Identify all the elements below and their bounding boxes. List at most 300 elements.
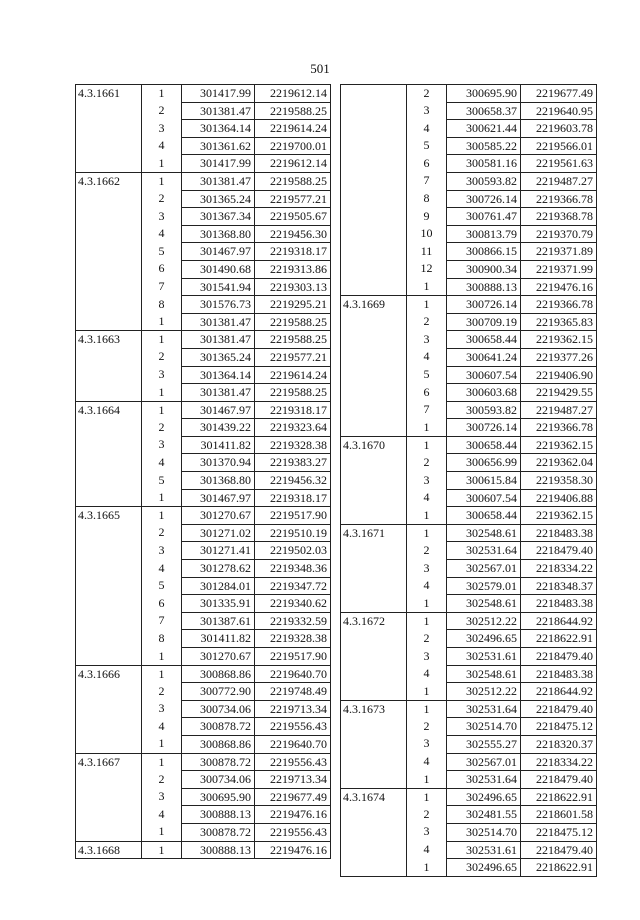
- parcel-id-cell: [341, 172, 407, 190]
- table-row: [341, 841, 597, 859]
- parcel-id-cell: [341, 348, 407, 366]
- point-number-cell: 3: [158, 120, 165, 135]
- x-coordinate-cell: 300607.54: [447, 489, 521, 507]
- coordinate-table-right-body: [341, 85, 597, 877]
- table-row: [76, 454, 331, 472]
- x-coordinate-cell: 302531.64: [447, 700, 521, 718]
- x-coordinate-cell: 301368.80: [182, 225, 255, 243]
- point-number-cell: 2: [158, 349, 165, 364]
- x-coordinate-cell: 300868.86: [182, 665, 255, 683]
- x-coordinate-cell: 301467.97: [182, 401, 255, 419]
- x-coordinate-cell: 300772.90: [182, 683, 255, 701]
- parcel-id-cell: 4.3.1672: [341, 612, 407, 630]
- x-coordinate-cell: 300868.86: [182, 735, 255, 753]
- point-number-cell: 1: [423, 279, 430, 294]
- point-number-cell: 1: [407, 859, 447, 877]
- x-coordinate-cell: 301361.62: [182, 137, 255, 155]
- table-row: [341, 296, 597, 314]
- parcel-id-cell: 4.3.1663: [76, 331, 142, 349]
- parcel-id-cell: [76, 348, 142, 366]
- parcel-id-cell: [76, 190, 142, 208]
- x-coordinate-cell: 300607.54: [447, 366, 521, 384]
- table-row: [341, 155, 597, 173]
- parcel-id-cell: [341, 137, 407, 155]
- x-coordinate-cell: 300656.99: [447, 454, 521, 472]
- y-coordinate-cell: 2219603.78: [521, 120, 597, 138]
- y-coordinate-cell: 2219487.27: [521, 401, 597, 419]
- table-row: [76, 612, 331, 630]
- y-coordinate-cell: 2219748.49: [255, 683, 331, 701]
- y-coordinate-cell: 2219588.25: [255, 384, 331, 402]
- table-row: [76, 507, 331, 525]
- parcel-id-cell: [341, 823, 407, 841]
- x-coordinate-cell: 302567.01: [447, 753, 521, 771]
- table-row: [341, 630, 597, 648]
- parcel-id-cell: [76, 260, 142, 278]
- point-number-cell: 3: [423, 648, 430, 663]
- parcel-id-cell: 4.3.1662: [76, 172, 142, 190]
- point-number-cell: 4: [158, 806, 165, 821]
- x-coordinate-cell: 302514.70: [447, 823, 521, 841]
- table-row: [341, 419, 597, 437]
- table-row: [76, 401, 331, 419]
- point-number-cell: 1: [423, 595, 430, 610]
- point-number-cell: 3: [423, 331, 430, 346]
- parcel-id-cell: [76, 102, 142, 120]
- x-coordinate-cell: 301411.82: [182, 630, 255, 648]
- y-coordinate-cell: 2219323.64: [255, 419, 331, 437]
- x-coordinate-cell: 300621.44: [447, 120, 521, 138]
- y-coordinate-cell: 2218479.40: [521, 841, 597, 859]
- table-row: [76, 419, 331, 437]
- x-coordinate-cell: 302496.65: [447, 788, 521, 806]
- table-row: [76, 278, 331, 296]
- x-coordinate-cell: 301365.24: [182, 348, 255, 366]
- y-coordinate-cell: 2219487.27: [521, 172, 597, 190]
- x-coordinate-cell: 301367.34: [182, 208, 255, 226]
- parcel-id-cell: [76, 489, 142, 507]
- y-coordinate-cell: 2218475.12: [521, 718, 597, 736]
- table-row: [76, 155, 331, 173]
- x-coordinate-cell: 301411.82: [182, 436, 255, 454]
- parcel-id-cell: [341, 683, 407, 701]
- x-coordinate-cell: 301284.01: [182, 577, 255, 595]
- table-row: [76, 560, 331, 578]
- parcel-id-cell: [341, 331, 407, 349]
- y-coordinate-cell: 2219371.89: [521, 243, 597, 261]
- point-number-cell: 8: [423, 191, 430, 206]
- point-number-cell: 3: [158, 789, 165, 804]
- x-coordinate-cell: 301364.14: [182, 366, 255, 384]
- table-row: [76, 102, 331, 120]
- parcel-id-cell: [76, 524, 142, 542]
- x-coordinate-cell: 301381.47: [182, 102, 255, 120]
- table-row: [341, 806, 597, 824]
- y-coordinate-cell: 2219588.25: [255, 102, 331, 120]
- y-coordinate-cell: 2218348.37: [521, 577, 597, 595]
- y-coordinate-cell: 2219677.49: [521, 85, 597, 103]
- table-row: [341, 771, 597, 789]
- point-number-cell: 3: [423, 560, 430, 575]
- point-number-cell: 1: [142, 85, 182, 103]
- point-number-cell: 4: [158, 454, 165, 469]
- parcel-id-cell: [76, 630, 142, 648]
- table-row: [341, 489, 597, 507]
- parcel-id-cell: [76, 788, 142, 806]
- y-coordinate-cell: 2219456.32: [255, 472, 331, 490]
- point-number-cell: 4: [158, 718, 165, 733]
- y-coordinate-cell: 2219713.34: [255, 771, 331, 789]
- parcel-id-cell: [76, 436, 142, 454]
- y-coordinate-cell: 2219677.49: [255, 788, 331, 806]
- y-coordinate-cell: 2219362.15: [521, 507, 597, 525]
- table-row: [76, 718, 331, 736]
- table-row: [76, 630, 331, 648]
- point-number-cell: 1: [407, 700, 447, 718]
- x-coordinate-cell: 300593.82: [447, 172, 521, 190]
- table-row: [76, 577, 331, 595]
- x-coordinate-cell: 300593.82: [447, 401, 521, 419]
- table-row: [76, 771, 331, 789]
- x-coordinate-cell: 300658.37: [447, 102, 521, 120]
- y-coordinate-cell: 2219588.25: [255, 313, 331, 331]
- table-row: [341, 542, 597, 560]
- point-number-cell: 1: [407, 436, 447, 454]
- x-coordinate-cell: 300615.84: [447, 472, 521, 490]
- y-coordinate-cell: 2219377.26: [521, 348, 597, 366]
- y-coordinate-cell: 2219640.70: [255, 665, 331, 683]
- parcel-id-cell: [341, 630, 407, 648]
- parcel-id-cell: [76, 735, 142, 753]
- x-coordinate-cell: 302548.61: [447, 665, 521, 683]
- point-number-cell: 1: [158, 155, 165, 170]
- point-number-cell: 7: [158, 279, 165, 294]
- y-coordinate-cell: 2219614.24: [255, 120, 331, 138]
- parcel-id-cell: [76, 718, 142, 736]
- point-number-cell: 4: [423, 666, 430, 681]
- parcel-id-cell: [341, 472, 407, 490]
- x-coordinate-cell: 300888.13: [182, 806, 255, 824]
- coordinate-table-left: [75, 84, 331, 859]
- y-coordinate-cell: 2218601.58: [521, 806, 597, 824]
- table-row: [76, 208, 331, 226]
- x-coordinate-cell: 302496.65: [447, 630, 521, 648]
- parcel-id-cell: [341, 366, 407, 384]
- point-number-cell: 2: [423, 718, 430, 733]
- y-coordinate-cell: 2219517.90: [255, 648, 331, 666]
- y-coordinate-cell: 2219502.03: [255, 542, 331, 560]
- table-row: [76, 648, 331, 666]
- table-row: [341, 85, 597, 103]
- y-coordinate-cell: 2219588.25: [255, 331, 331, 349]
- x-coordinate-cell: 300888.13: [447, 278, 521, 296]
- parcel-id-cell: 4.3.1666: [76, 665, 142, 683]
- table-row: [341, 665, 597, 683]
- point-number-cell: 2: [158, 771, 165, 786]
- table-row: [341, 190, 597, 208]
- table-row: [76, 735, 331, 753]
- x-coordinate-cell: 300734.06: [182, 700, 255, 718]
- table-row: [341, 243, 597, 261]
- point-number-cell: 4: [423, 578, 430, 593]
- parcel-id-cell: [76, 542, 142, 560]
- parcel-id-cell: [76, 683, 142, 701]
- parcel-id-cell: 4.3.1667: [76, 753, 142, 771]
- y-coordinate-cell: 2219347.72: [255, 577, 331, 595]
- x-coordinate-cell: 302579.01: [447, 577, 521, 595]
- parcel-id-cell: [341, 454, 407, 472]
- y-coordinate-cell: 2219476.16: [255, 806, 331, 824]
- x-coordinate-cell: 300761.47: [447, 208, 521, 226]
- parcel-id-cell: [341, 278, 407, 296]
- point-number-cell: 3: [158, 437, 165, 452]
- page-number: 501: [310, 61, 330, 76]
- table-row: [341, 102, 597, 120]
- table-row: [76, 260, 331, 278]
- parcel-id-cell: [341, 190, 407, 208]
- table-row: [341, 718, 597, 736]
- y-coordinate-cell: 2219371.99: [521, 260, 597, 278]
- point-number-cell: 1: [142, 172, 182, 190]
- point-number-cell: 3: [158, 208, 165, 223]
- table-row: [341, 401, 597, 419]
- parcel-id-cell: 4.3.1670: [341, 436, 407, 454]
- y-coordinate-cell: 2218479.40: [521, 542, 597, 560]
- parcel-id-cell: [341, 665, 407, 683]
- table-row: [341, 120, 597, 138]
- parcel-id-cell: [76, 419, 142, 437]
- point-number-cell: 5: [423, 367, 430, 381]
- y-coordinate-cell: 2219358.30: [521, 472, 597, 490]
- point-number-cell: 2: [158, 419, 165, 434]
- parcel-id-cell: [76, 560, 142, 578]
- y-coordinate-cell: 2219700.01: [255, 137, 331, 155]
- table-row: [341, 348, 597, 366]
- y-coordinate-cell: 2219365.83: [521, 313, 597, 331]
- parcel-id-cell: 4.3.1664: [76, 401, 142, 419]
- parcel-id-cell: [341, 771, 407, 789]
- point-number-cell: 1: [158, 736, 165, 751]
- y-coordinate-cell: 2219476.16: [255, 841, 331, 859]
- table-row: [76, 841, 331, 859]
- y-coordinate-cell: 2219406.90: [521, 366, 597, 384]
- point-number-cell: 1: [423, 419, 430, 434]
- point-number-cell: 1: [407, 788, 447, 806]
- x-coordinate-cell: 301270.67: [182, 648, 255, 666]
- parcel-id-cell: [341, 260, 407, 278]
- table-row: [76, 384, 331, 402]
- point-number-cell: 11: [420, 243, 433, 258]
- table-row: [76, 296, 331, 314]
- y-coordinate-cell: 2218622.91: [521, 859, 597, 877]
- table-row: [341, 524, 597, 542]
- table-row: [76, 331, 331, 349]
- point-number-cell: 2: [158, 191, 165, 206]
- x-coordinate-cell: 300581.16: [447, 155, 521, 173]
- y-coordinate-cell: 2219318.17: [255, 489, 331, 507]
- parcel-id-cell: [76, 278, 142, 296]
- y-coordinate-cell: 2219612.14: [255, 155, 331, 173]
- point-number-cell: 3: [423, 103, 430, 118]
- x-coordinate-cell: 300695.90: [447, 85, 521, 103]
- y-coordinate-cell: 2219456.30: [255, 225, 331, 243]
- y-coordinate-cell: 2219640.70: [255, 735, 331, 753]
- y-coordinate-cell: 2219348.36: [255, 560, 331, 578]
- y-coordinate-cell: 2219429.55: [521, 384, 597, 402]
- y-coordinate-cell: 2219517.90: [255, 507, 331, 525]
- x-coordinate-cell: 300878.72: [182, 753, 255, 771]
- y-coordinate-cell: 2218334.22: [521, 753, 597, 771]
- parcel-id-cell: [341, 577, 407, 595]
- table-row: [76, 85, 331, 103]
- x-coordinate-cell: 300866.15: [447, 243, 521, 261]
- table-row: [341, 648, 597, 666]
- table-row: [341, 366, 597, 384]
- x-coordinate-cell: 301368.80: [182, 472, 255, 490]
- x-coordinate-cell: 300734.06: [182, 771, 255, 789]
- point-number-cell: 2: [423, 806, 430, 821]
- x-coordinate-cell: 301467.97: [182, 243, 255, 261]
- y-coordinate-cell: 2219362.04: [521, 454, 597, 472]
- parcel-id-cell: [76, 137, 142, 155]
- table-row: [76, 190, 331, 208]
- table-row: [76, 366, 331, 384]
- x-coordinate-cell: 300900.34: [447, 260, 521, 278]
- parcel-id-cell: [341, 155, 407, 173]
- parcel-id-cell: 4.3.1668: [76, 841, 142, 859]
- table-row: [76, 225, 331, 243]
- table-row: [76, 700, 331, 718]
- y-coordinate-cell: 2219588.25: [255, 172, 331, 190]
- coordinate-table-right: [340, 84, 597, 877]
- point-number-cell: 2: [423, 454, 430, 469]
- parcel-id-cell: [341, 841, 407, 859]
- parcel-id-cell: [341, 384, 407, 402]
- table-row: [341, 595, 597, 613]
- point-number-cell: 5: [158, 472, 165, 487]
- x-coordinate-cell: 302548.61: [447, 524, 521, 542]
- table-row: [76, 489, 331, 507]
- y-coordinate-cell: 2219295.21: [255, 296, 331, 314]
- x-coordinate-cell: 300888.13: [182, 841, 255, 859]
- point-number-cell: 1: [158, 384, 165, 399]
- table-row: [341, 753, 597, 771]
- point-number-cell: 3: [158, 367, 165, 381]
- parcel-id-cell: [76, 612, 142, 630]
- point-number-cell: 2: [423, 542, 430, 557]
- table-row: [76, 823, 331, 841]
- x-coordinate-cell: 301365.24: [182, 190, 255, 208]
- y-coordinate-cell: 2219318.17: [255, 401, 331, 419]
- parcel-id-cell: 4.3.1661: [76, 85, 142, 103]
- y-coordinate-cell: 2219366.78: [521, 190, 597, 208]
- table-row: [341, 454, 597, 472]
- parcel-id-cell: [76, 155, 142, 173]
- x-coordinate-cell: 300658.44: [447, 507, 521, 525]
- x-coordinate-cell: 301541.94: [182, 278, 255, 296]
- parcel-id-cell: [341, 225, 407, 243]
- point-number-cell: 4: [158, 226, 165, 241]
- y-coordinate-cell: 2219340.62: [255, 595, 331, 613]
- x-coordinate-cell: 302496.65: [447, 859, 521, 877]
- parcel-id-cell: [76, 225, 142, 243]
- x-coordinate-cell: 300726.14: [447, 296, 521, 314]
- parcel-id-cell: [76, 454, 142, 472]
- x-coordinate-cell: 302512.22: [447, 683, 521, 701]
- parcel-id-cell: [341, 313, 407, 331]
- y-coordinate-cell: 2219561.63: [521, 155, 597, 173]
- point-number-cell: 6: [158, 595, 165, 610]
- y-coordinate-cell: 2219614.24: [255, 366, 331, 384]
- x-coordinate-cell: 300695.90: [182, 788, 255, 806]
- x-coordinate-cell: 301278.62: [182, 560, 255, 578]
- point-number-cell: 3: [158, 701, 165, 716]
- parcel-id-cell: [76, 120, 142, 138]
- x-coordinate-cell: 300813.79: [447, 225, 521, 243]
- table-row: [76, 806, 331, 824]
- y-coordinate-cell: 2219370.79: [521, 225, 597, 243]
- x-coordinate-cell: 301381.47: [182, 313, 255, 331]
- point-number-cell: 1: [407, 296, 447, 314]
- parcel-id-cell: [341, 243, 407, 261]
- table-row: [341, 823, 597, 841]
- parcel-id-cell: [341, 595, 407, 613]
- point-number-cell: 6: [423, 384, 430, 399]
- x-coordinate-cell: 301381.47: [182, 172, 255, 190]
- x-coordinate-cell: 301270.67: [182, 507, 255, 525]
- x-coordinate-cell: 301364.14: [182, 120, 255, 138]
- x-coordinate-cell: 300658.44: [447, 436, 521, 454]
- point-number-cell: 7: [423, 402, 430, 417]
- x-coordinate-cell: 301381.47: [182, 331, 255, 349]
- parcel-id-cell: [76, 823, 142, 841]
- parcel-id-cell: [76, 577, 142, 595]
- y-coordinate-cell: 2219476.16: [521, 278, 597, 296]
- table-row: [341, 137, 597, 155]
- y-coordinate-cell: 2218479.40: [521, 771, 597, 789]
- parcel-id-cell: [341, 489, 407, 507]
- parcel-id-cell: [341, 735, 407, 753]
- x-coordinate-cell: 301576.73: [182, 296, 255, 314]
- point-number-cell: 7: [158, 613, 165, 628]
- parcel-id-cell: [341, 85, 407, 103]
- y-coordinate-cell: 2219566.01: [521, 137, 597, 155]
- point-number-cell: 9: [423, 208, 430, 223]
- table-row: [341, 172, 597, 190]
- parcel-id-cell: [76, 384, 142, 402]
- table-row: [76, 243, 331, 261]
- x-coordinate-cell: 302512.22: [447, 612, 521, 630]
- point-number-cell: 1: [142, 401, 182, 419]
- table-row: [341, 208, 597, 226]
- parcel-id-cell: [341, 560, 407, 578]
- table-row: [76, 595, 331, 613]
- table-row: [341, 735, 597, 753]
- table-row: [341, 700, 597, 718]
- point-number-cell: 4: [423, 490, 430, 505]
- point-number-cell: 5: [158, 243, 165, 258]
- parcel-id-cell: [341, 648, 407, 666]
- table-row: [76, 472, 331, 490]
- parcel-id-cell: [76, 366, 142, 384]
- parcel-id-cell: [76, 595, 142, 613]
- table-row: [76, 788, 331, 806]
- x-coordinate-cell: 302531.64: [447, 771, 521, 789]
- table-row: [341, 278, 597, 296]
- table-row: [76, 683, 331, 701]
- x-coordinate-cell: 302531.64: [447, 542, 521, 560]
- point-number-cell: 4: [158, 138, 165, 153]
